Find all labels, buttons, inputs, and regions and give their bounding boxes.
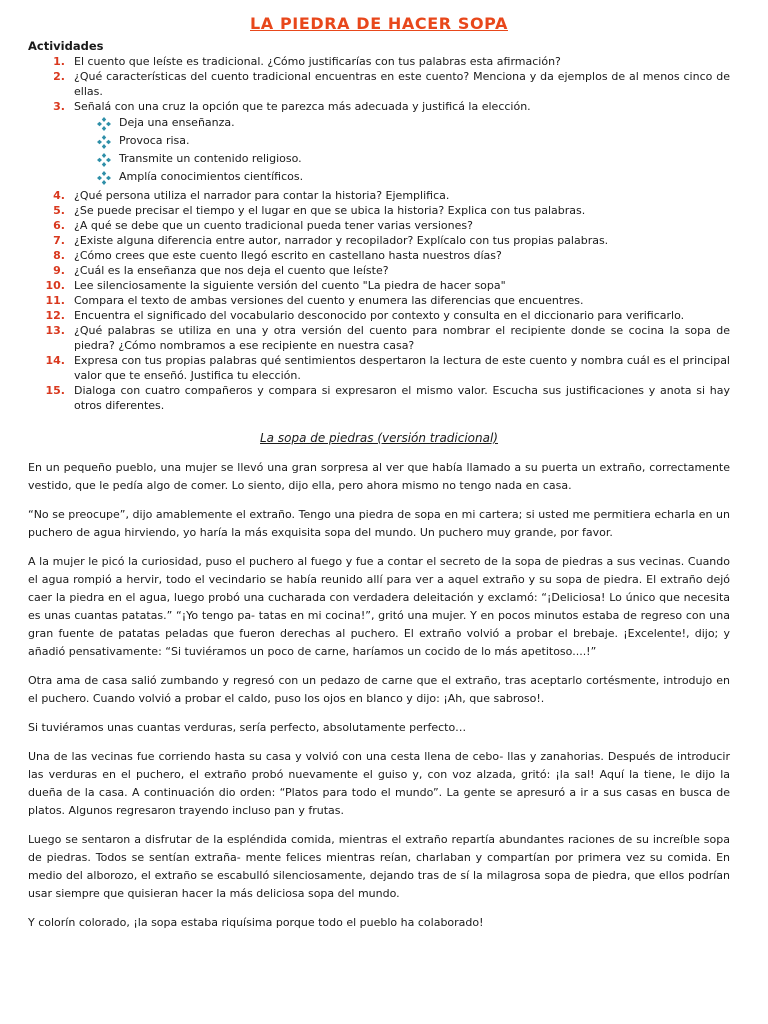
- option-text: Amplía conocimientos científicos.: [119, 170, 304, 183]
- question-number: 4.: [53, 189, 65, 202]
- question-text: Señalá con una cruz la opción que te parezca más adecuada y justificá la elección.: [74, 100, 531, 113]
- options-list: [28, 114, 730, 188]
- story-paragraph: En un pequeño pueblo, una mujer se llevó una gran sorpresa al ver que había llamado a su puerta un extraño, correctamente vestido, que le pedía algo de comer. Lo siento, dijo ella, pero ahora mismo no tengo nada en casa.: [28, 461, 730, 492]
- question-item: [28, 218, 730, 233]
- question-number: 1.: [53, 55, 65, 68]
- question-item: [28, 293, 730, 308]
- story-title: La sopa de piedras (versión tradicional): [260, 431, 498, 445]
- question-number: 9.: [53, 264, 65, 277]
- option-text: Transmite un contenido religioso.: [119, 152, 302, 165]
- question-number: 8.: [53, 249, 65, 262]
- diamond-bullet-icon: [97, 135, 111, 149]
- story-paragraph: Una de las vecinas fue corriendo hasta su casa y volvió con una cesta llena de cebo- llas y zanahorias. Después de introducir las verduras en el puchero, el extraño probó nuevamente el guiso y, con voz alzada, gritó: ¡la sal! Aquí la tiene, le dijo la dueña de la casa. A continuación dio orden: “Platos para todo el mundo”. La gente se apresuró a ir a sus casas en busca de platos. Algunos regresaron trayendo incluso pan y frutas.: [28, 750, 730, 817]
- question-text: ¿Existe alguna diferencia entre autor, narrador y recopilador? Explícalo con tus propias palabras.: [74, 234, 609, 247]
- question-number: 12.: [45, 309, 65, 322]
- question-number: 11.: [45, 294, 65, 307]
- question-number: 3.: [53, 100, 65, 113]
- question-item: [28, 308, 730, 323]
- question-item: [28, 69, 730, 99]
- question-text: ¿Qué persona utiliza el narrador para contar la historia? Ejemplifica.: [74, 189, 450, 202]
- question-number: 7.: [53, 234, 65, 247]
- question-item: [28, 278, 730, 293]
- activities-heading: Actividades: [28, 39, 104, 53]
- question-text: ¿Cómo crees que este cuento llegó escrito en castellano hasta nuestros días?: [74, 249, 502, 262]
- diamond-bullet-icon: [97, 171, 111, 185]
- question-item: [28, 203, 730, 218]
- question-text: Encuentra el significado del vocabulario desconocido por contexto y consulta en el diccionario para verificarlo.: [74, 309, 685, 322]
- question-item: [28, 383, 730, 413]
- question-item: [28, 99, 730, 114]
- story-paragraph: A la mujer le picó la curiosidad, puso el puchero al fuego y fue a contar el secreto de la sopa de piedras a sus vecinas. Cuando el agua rompió a hervir, todo el vecindario se había reunido allí para ver a aquel extraño y su sopa de piedra. El extraño dejó caer la piedra en el agua, luego probó una cucharada con verdadera deleitación y exclamó: “¡Deliciosa! Lo único que necesita es unas cuantas patatas.” “¡Yo tengo pa- tatas en mi cocina!”, gritó una mujer. Y en pocos minutos estaba de regreso con una gran fuente de patatas peladas que fueron derechas al puchero. El extraño volvió a probar el brebaje. ¡Excelente!, dijo; y añadió pensativamente: “Si tuviéramos un poco de carne, haríamos un cocido de lo más apetitoso....!”: [28, 555, 730, 658]
- question-item: [28, 233, 730, 248]
- option-item: [97, 132, 730, 150]
- story-paragraph: Si tuviéramos unas cuantas verduras, sería perfecto, absolutamente perfecto…: [28, 721, 467, 734]
- question-item: [28, 54, 730, 69]
- story-paragraph: Otra ama de casa salió zumbando y regresó con un pedazo de carne que el extraño, tras aceptarlo cortésmente, introdujo en el puchero. Cuando volvió a probar el caldo, puso los ojos en blanco y dijo: ¡Ah, que sabroso!.: [28, 674, 730, 705]
- page-title: LA PIEDRA DE HACER SOPA: [250, 14, 508, 33]
- story-paragraph: Y colorín colorado, ¡la sopa estaba riquísima porque todo el pueblo ha colaborado!: [28, 916, 484, 929]
- question-text: ¿Qué características del cuento tradicional encuentras en este cuento? Menciona y da ejemplos de al menos cinco de ellas.: [74, 70, 730, 98]
- story-paragraph: “No se preocupe”, dijo amablemente el extraño. Tengo una piedra de sopa en mi cartera; si usted me permitiera echarla en un puchero de agua hirviendo, yo haría la más exquisita sopa del mundo. Un puchero muy grande, por favor.: [28, 508, 730, 539]
- question-item: [28, 263, 730, 278]
- questions-list: [28, 54, 730, 114]
- question-number: 13.: [45, 324, 65, 337]
- option-item: [97, 150, 730, 168]
- question-text: ¿Cuál es la enseñanza que nos deja el cuento que leíste?: [74, 264, 389, 277]
- question-item: [28, 248, 730, 263]
- story-paragraph: Luego se sentaron a disfrutar de la espléndida comida, mientras el extraño repartía abundantes raciones de su increíble sopa de piedras. Todos se sentían extraña- mente felices mientras reían, charlaban y compartían por primera vez su comida. En medio del alborozo, el extraño se escabulló silenciosamente, dejando tras de sí la milagrosa sopa de piedra, que ellos podrían usar siempre que quisieran hacer la más deliciosa sopa del mundo.: [28, 833, 730, 900]
- question-text: ¿A qué se debe que un cuento tradicional pueda tener varias versiones?: [74, 219, 473, 232]
- question-text: Compara el texto de ambas versiones del cuento y enumera las diferencias que encuentres.: [74, 294, 584, 307]
- diamond-bullet-icon: [97, 117, 111, 131]
- question-item: [28, 323, 730, 353]
- question-text: Expresa con tus propias palabras qué sentimientos despertaron la lectura de este cuento y nombra cuál es el principal valor que te enseñó. Justifica tu elección.: [74, 354, 730, 382]
- option-text: Deja una enseñanza.: [119, 116, 235, 129]
- question-text: ¿Qué palabras se utiliza en una y otra versión del cuento para nombrar el recipiente donde se cocina la sopa de piedra? ¿Cómo nombramos a ese recipiente en nuestra casa?: [74, 324, 730, 352]
- question-number: 5.: [53, 204, 65, 217]
- question-number: 2.: [53, 70, 65, 83]
- question-text: Dialoga con cuatro compañeros y compara si expresaron el mismo valor. Escucha sus justificaciones y anota si hay otros diferentes.: [74, 384, 730, 412]
- question-number: 10.: [45, 279, 65, 292]
- question-number: 6.: [53, 219, 65, 232]
- questions-list-continued: [28, 188, 730, 413]
- question-item: [28, 353, 730, 383]
- question-text: ¿Se puede precisar el tiempo y el lugar en que se ubica la historia? Explica con tus palabras.: [74, 204, 586, 217]
- question-item: [28, 188, 730, 203]
- question-text: Lee silenciosamente la siguiente versión del cuento "La piedra de hacer sopa": [74, 279, 506, 292]
- option-text: Provoca risa.: [119, 134, 190, 147]
- option-item: [97, 114, 730, 132]
- option-item: [97, 168, 730, 186]
- diamond-bullet-icon: [97, 153, 111, 167]
- question-number: 15.: [45, 384, 65, 397]
- question-number: 14.: [45, 354, 65, 367]
- question-text: El cuento que leíste es tradicional. ¿Cómo justificarías con tus palabras esta afirmación?: [74, 55, 561, 68]
